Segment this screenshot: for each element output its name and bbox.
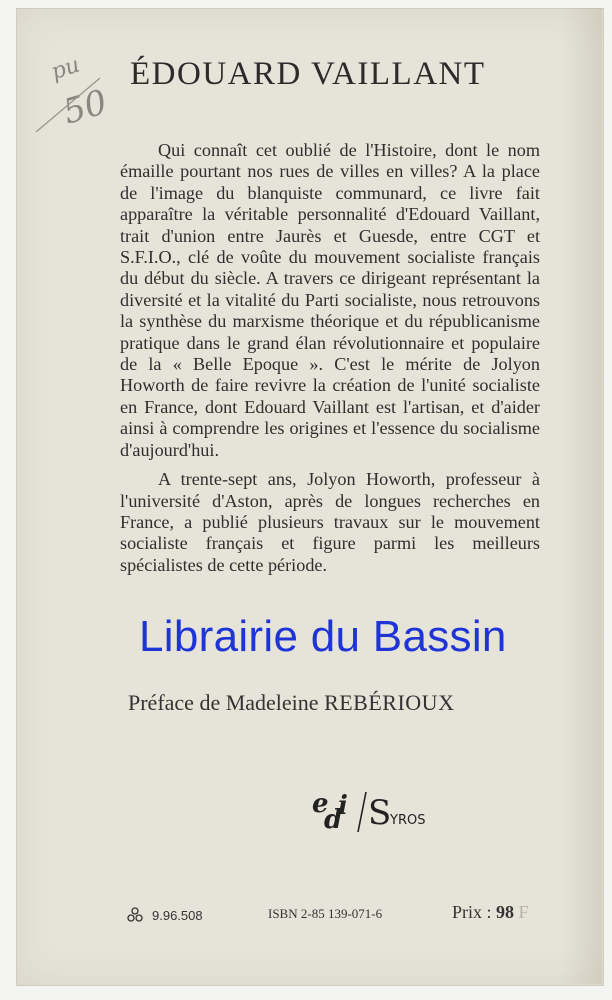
publisher-logo <box>310 784 430 844</box>
pencil-note-line2: 50 <box>58 82 112 133</box>
preface-credit <box>128 690 558 716</box>
svg-text:S: S <box>368 793 392 833</box>
price-currency: F <box>518 902 529 922</box>
svg-text:YROS: YROS <box>390 813 426 828</box>
blurb-paragraph-1: Qui connaît cet oublié de l'Histoire, dont le nom émaille pourtant nos rues de villes en villes? A la place de l'image du blanquiste communard, ce livre fait apparaître la véritable personnalité d'Edouard Vaillant, trait d'union entre Jaurès et Guesde, entre CGT et S.F.I.O., clé de voûte du mouvement socialiste français du début du siècle. A travers ce dirigeant représentant la diversité et la vitalité du Parti socialiste, nous retrouvons la synthèse du marxisme théorique et du républicanisme pratique dans le grand élan révolutionnaire et populaire de la « Belle Epoque ». C'est le mérite de Jolyon Howorth de faire revivre la création de l'unité socialiste en France, dont Edouard Vaillant est l'artisan, et d'aider ainsi à comprendre les origines et l'essence du socialisme d'aujourd'hui. <box>120 140 540 460</box>
blurb-paragraph-2: A trente-sept ans, Jolyon Howorth, professeur à l'université d'Aston, après de longues recherches en France, a publié plusieurs travaux sur le mouvement socialiste français et figure parmi les meilleurs spécialistes de cette période. <box>120 469 540 575</box>
book-title: ÉDOUARD VAILLANT <box>130 56 486 92</box>
svg-text:i: i <box>338 791 348 821</box>
price <box>452 902 529 923</box>
isbn: ISBN 2-85 139-071-6 <box>268 906 383 921</box>
svg-text:e: e <box>312 789 329 819</box>
price-label: Prix : <box>452 902 492 922</box>
price-value: 98 <box>496 902 515 922</box>
bookseller-watermark: Librairie du Bassin <box>139 612 507 661</box>
catalog-number: 9.96.508 <box>152 907 203 923</box>
back-cover-blurb <box>120 140 540 584</box>
footer-code <box>126 906 203 924</box>
pencil-note-line1: pu <box>48 52 83 86</box>
preface-prefix: Préface de Madeleine <box>128 690 325 715</box>
pencil-annotation <box>30 40 120 150</box>
preface-author: REBÉRIOUX <box>324 690 455 715</box>
svg-text:d: d <box>324 805 343 835</box>
publisher-mark-icon <box>126 906 144 924</box>
